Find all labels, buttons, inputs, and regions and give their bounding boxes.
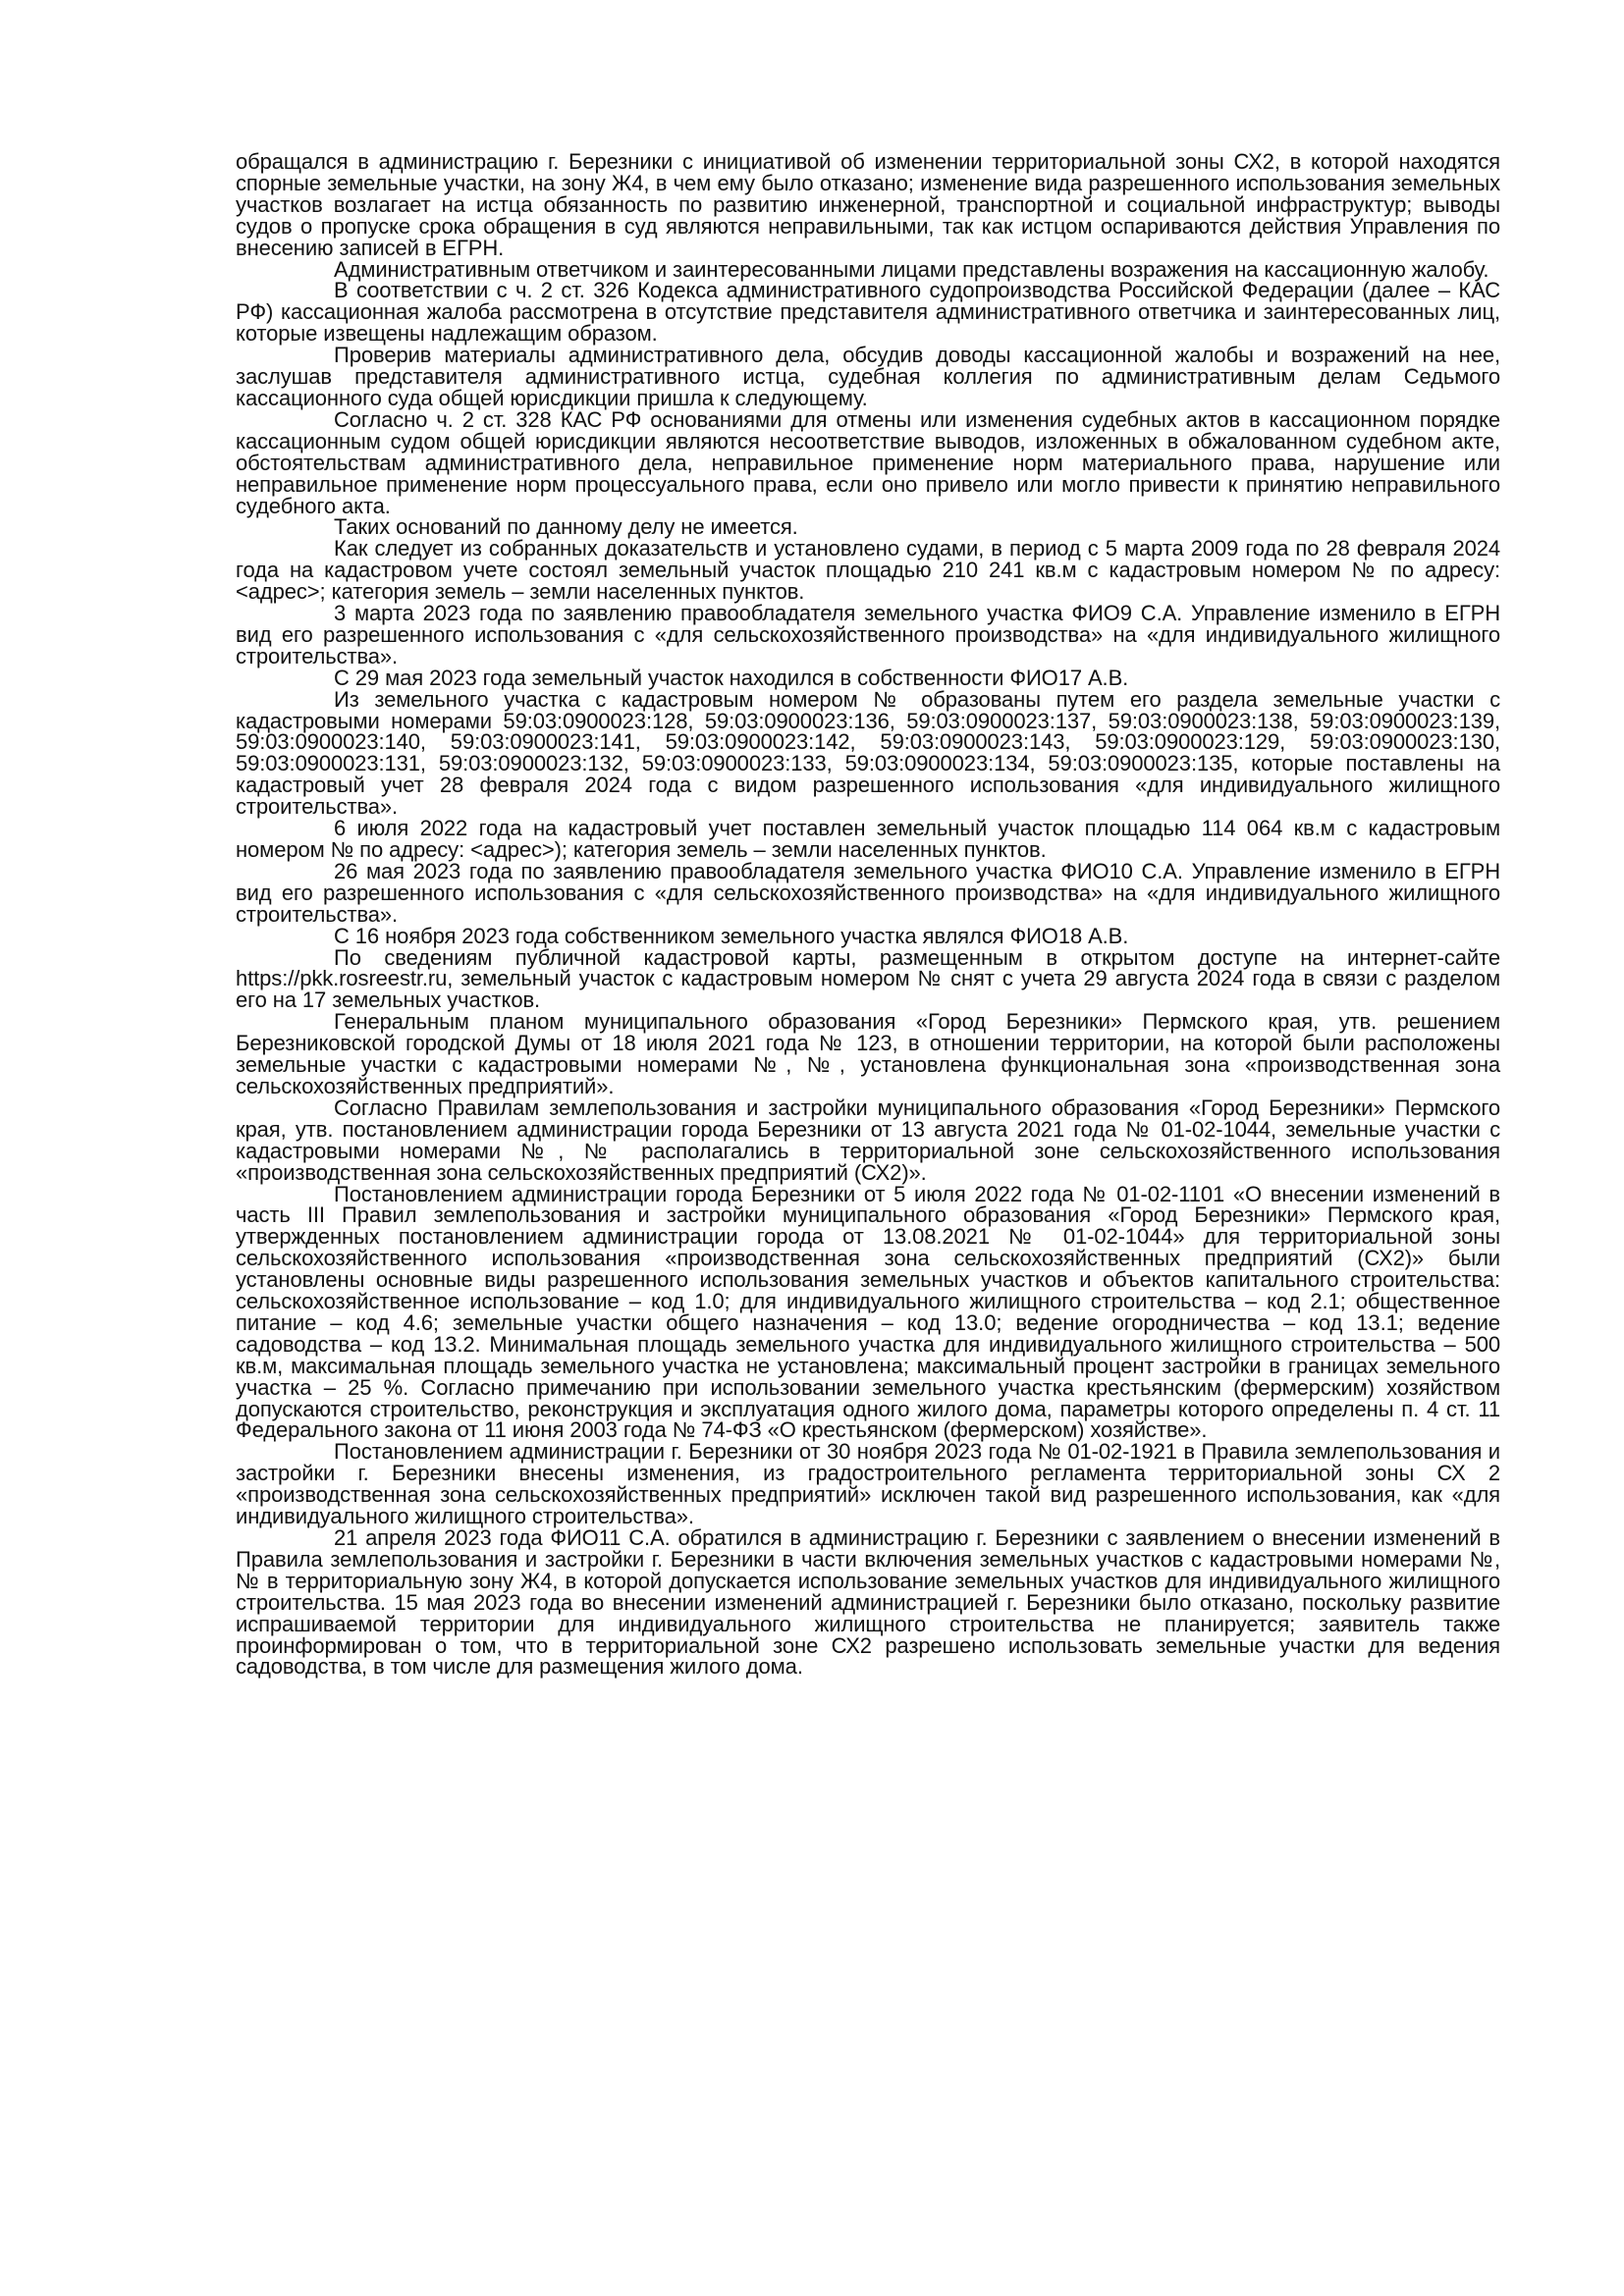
paragraph-13: С 16 ноября 2023 года собственником земельного участка являлся ФИО18 А.В.	[334, 923, 1129, 948]
paragraph-10: Из земельного участка с кадастровым номером № образованы путем его раздела земельные участки с кадастровыми номерами 59:03:0900023:128, 59:03:0900023:136, 59:03:0900023:137, 59:03:0900023:138, 59:03:0900023:139, 59:03:0900023:140, 59:03:0900023:141, 59:03:0900023:142, 59:03:0900023:143, 59:03:0900023:129, 59:03:0900023:130, 59:03:0900023:131, 59:03:0900023:132, 59:03:0900023:133, 59:03:0900023:134, 59:03:0900023:135, которые поставлены на кадастровый учет 28 февраля 2024 года с видом разрешенного использования «для индивидуального жилищного строительства».	[236, 686, 1500, 820]
paragraph-16: Согласно Правилам землепользования и застройки муниципального образования «Город Березники» Пермского края, утв. постановлением администрации города Березники от 13 августа 2021 года № 01-02-1044, земельные участки с кадастровыми номерами №, № располагались в территориальной зоне сельскохозяйственного использования «производственная зона сельскохозяйственных предприятий (СХ2)».	[236, 1095, 1500, 1185]
paragraph-19: 21 апреля 2023 года ФИО11 С.А. обратился в администрацию г. Березники с заявлением о внесении изменений в Правила землепользования и застройки г. Березники в части включения земельных участков с кадастровыми номерами №, № в территориальную зону Ж4, в которой допускается использование земельных участков для индивидуального жилищного строительства. 15 мая 2023 года во внесении изменений администрацией г. Березники было отказано, поскольку развитие испрашиваемой территории для индивидуального жилищного строительства не планируется; заявитель также проинформирован о том, что в территориальной зоне СХ2 разрешено использовать земельные участки для ведения садоводства, в том числе для размещения жилого дома.	[236, 1525, 1500, 1680]
paragraph-8: 3 марта 2023 года по заявлению правообладателя земельного участка ФИО9 С.А. Управление изменило в ЕГРН вид его разрешенного использования с «для сельскохозяйственного производства» на «для индивидуального жилищного строительства».	[236, 601, 1500, 668]
paragraph-1: обращался в администрацию г. Березники с инициативой об изменении территориальной зоны СХ2, в которой находятся спорные земельные участки, на зону Ж4, в чем ему было отказано; изменение вида разрешенного использования земельных участков возлагает на истца обязанность по развитию инженерной, транспортной и социальной инфраструктур; выводы судов о пропуске срока обращения в суд являются неправильными, так как истцом оспариваются действия Управления по внесению записей в ЕГРН.	[236, 149, 1500, 260]
paragraph-14: По сведениям публичной кадастровой карты, размещенным в открытом доступе на интернет-сайте https://pkk.rosreestr.ru, земельный участок с кадастровым номером № снят с учета 29 августа 2024 года в связи с разделом его на 17 земельных участков.	[236, 944, 1500, 1013]
paragraph-9: С 29 мая 2023 года земельный участок находился в собственности ФИО17 А.В.	[334, 665, 1129, 690]
paragraph-6: Таких оснований по данному делу не имеется.	[334, 514, 798, 540]
paragraph-12: 26 мая 2023 года по заявлению правообладателя земельного участка ФИО10 С.А. Управление изменило в ЕГРН вид его разрешенного использования с «для сельскохозяйственного производства» на «для индивидуального жилищного строительства».	[236, 858, 1500, 927]
paragraph-11: 6 июля 2022 года на кадастровый учет поставлен земельный участок площадью 114 064 кв.м с кадастровым номером № по адресу: <адрес>); категория земель – земли населенных пунктов.	[236, 816, 1500, 862]
paragraph-17: Постановлением администрации города Березники от 5 июля 2022 года № 01-02-1101 «О внесении изменений в часть III Правил землепользования и застройки муниципального образования «Город Березники» Пермского края, утвержденных постановлением администрации города от 13.08.2021 № 01-02-1044» для территориальной зоны сельскохозяйственного использования «производственная зона сельскохозяйственных предприятий (СХ2)» были установлены основные виды разрешенного использования земельных участков и объектов капитального строительства: сельскохозяйственное использование – код 1.0; для индивидуального жилищного строительства – код 2.1; общественное питание – код 4.6; земельные участки общего назначения – код 13.0; ведение огородничества – код 13.1; ведение садоводства – код 13.2. Минимальная площадь земельного участка для индивидуального жилищного строительства – 500 кв.м, максимальная площадь земельного участка не установлена; максимальный процент застройки в границах земельного участка – 25 %. Согласно примечанию при использовании земельного участка крестьянским (фермерским) хозяйством допускаются строительство, реконструкция и эксплуатация одного жилого дома, параметры которого определены п. 4 ст. 11 Федерального закона от 11 июня 2003 года № 74-ФЗ «О крестьянском (фермерском) хозяйстве».	[236, 1181, 1500, 1443]
paragraph-18: Постановлением администрации г. Березники от 30 ноября 2023 года № 01-02-1921 в Правила землепользования и застройки г. Березники внесены изменения, из градостроительного регламента территориальной зоны СХ 2 «производственная зона сельскохозяйственных предприятий» исключен такой вид разрешенного использования, как «для индивидуального жилищного строительства».	[236, 1439, 1500, 1529]
paragraph-7: Как следует из собранных доказательств и установлено судами, в период с 5 марта 2009 года по 28 февраля 2024 года на кадастровом учете состоял земельный участок площадью 210 241 кв.м с кадастровым номером № по адресу: <адрес>; категория земель – земли населенных пунктов.	[236, 536, 1500, 605]
paragraph-2: Административным ответчиком и заинтересованными лицами представлены возражения на кассационную жалобу.	[334, 256, 1489, 282]
document-page	[236, 151, 1500, 1678]
paragraph-4: Проверив материалы административного дела, обсудив доводы кассационной жалобы и возражений на нее, заслушав представителя административного истца, судебная коллегия по административным делам Седьмого кассационного суда общей юрисдикции пришла к следующему.	[236, 343, 1500, 410]
paragraph-15: Генеральным планом муниципального образования «Город Березники» Пермского края, утв. решением Березниковской городской Думы от 18 июля 2021 года № 123, в отношении территории, на которой были расположены земельные участки с кадастровыми номерами №, №, установлена функциональная зона «производственная зона сельскохозяйственных предприятий».	[236, 1009, 1500, 1098]
paragraph-5: Согласно ч. 2 ст. 328 КАС РФ основаниями для отмены или изменения судебных актов в кассационном порядке кассационным судом общей юрисдикции являются несоответствие выводов, изложенных в обжалованном судебном акте, обстоятельствам административного дела, неправильное применение норм материального права, нарушение или неправильное применение норм процессуального права, если оно привело или могло привести к принятию неправильного судебного акта.	[236, 406, 1500, 518]
paragraph-3: В соответствии с ч. 2 ст. 326 Кодекса административного судопроизводства Российской Федерации (далее – КАС РФ) кассационная жалоба рассмотрена в отсутствие представителя административного ответчика и заинтересованных лиц, которые извещены надлежащим образом.	[236, 278, 1500, 347]
